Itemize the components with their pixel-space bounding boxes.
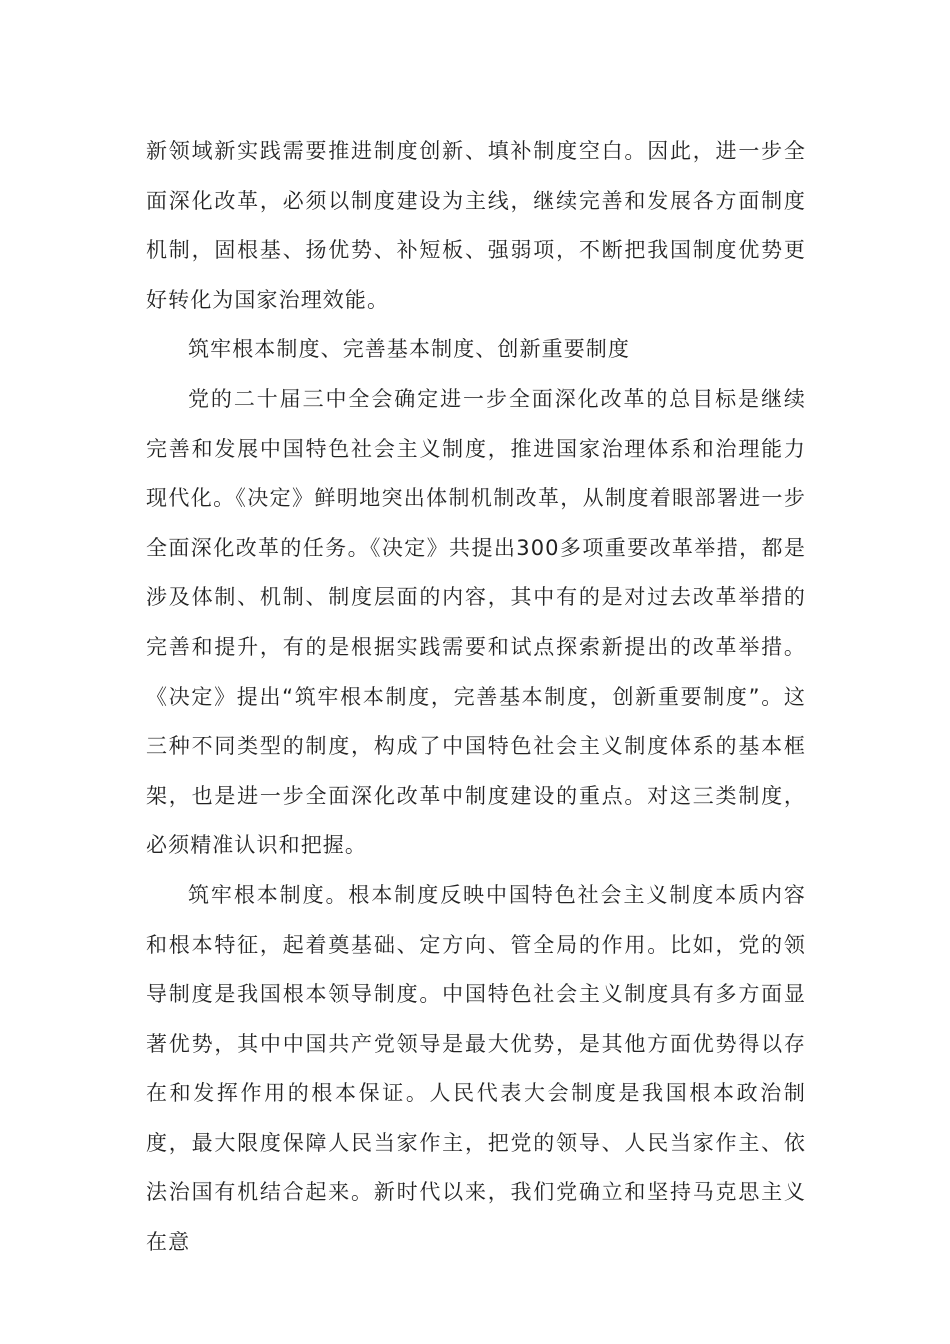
document-body bbox=[146, 127, 806, 1268]
paragraph-continued: 新领域新实践需要推进制度创新、填补制度空白。因此，进一步全面深化改革，必须以制度建设为主线，继续完善和发展各方面制度机制，固根基、扬优势、补短板、强弱项，不断把我国制度优势更好转化为国家治理效能。 bbox=[146, 139, 806, 312]
section-heading: 筑牢根本制度、完善基本制度、创新重要制度 bbox=[188, 337, 630, 362]
paragraph-total-goal: 党的二十届三中全会确定进一步全面深化改革的总目标是继续完善和发展中国特色社会主义制度，推进国家治理体系和治理能力现代化。《决定》鲜明地突出体制机制改革，从制度着眼部署进一步全面深化改革的任务。《决定》共提出300多项重要改革举措，都是涉及体制、机制、制度层面的内容，其中有的是对过去改革举措的完善和提升，有的是根据实践需要和试点探索新提出的改革举措。《决定》提出“筑牢根本制度，完善基本制度，创新重要制度”。这三种不同类型的制度，构成了中国特色社会主义制度体系的基本框架，也是进一步全面深化改革中制度建设的重点。对这三类制度，必须精准认识和把握。 bbox=[146, 386, 806, 858]
paragraph-fundamental-system: 筑牢根本制度。根本制度反映中国特色社会主义制度本质内容和根本特征，起着奠基础、定方向、管全局的作用。比如，党的领导制度是我国根本领导制度。中国特色社会主义制度具有多方面显著优势，其中中国共产党领导是最大优势，是其他方面优势得以存在和发挥作用的根本保证。人民代表大会制度是我国根本政治制度，最大限度保障人民当家作主，把党的领导、人民当家作主、依法治国有机结合起来。新时代以来，我们党确立和坚持马克思主义在意 bbox=[146, 882, 806, 1255]
